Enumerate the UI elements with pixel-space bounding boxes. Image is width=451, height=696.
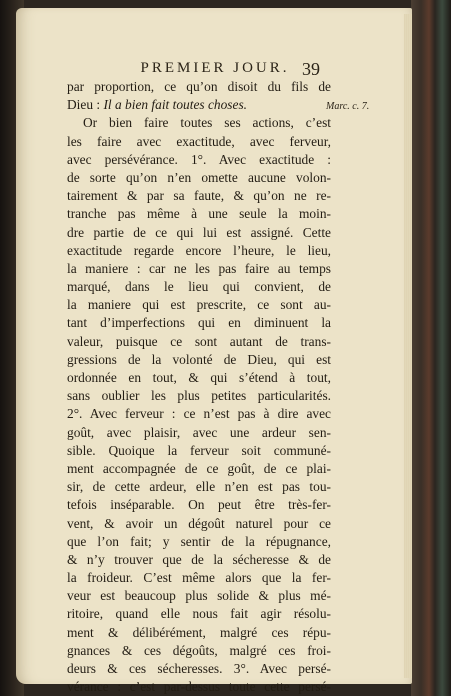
text-line-content: par proportion, ce qu’on disoit du fils de — [67, 79, 331, 94]
text-line-content: dre partie de ce qui lui est assigné. Cette — [67, 224, 331, 240]
text-line-content: veur est beaucoup plus solide & plus mé- — [67, 588, 331, 604]
text-line-content: gressions de la volonté de Dieu, qui est — [67, 351, 331, 367]
page-fore-edge — [404, 14, 412, 678]
text-line — [67, 151, 331, 169]
text-line-content: marqué, dans le lieu qui convient, de — [67, 279, 331, 295]
text-line — [67, 278, 331, 296]
text-line-content: que l’on fait; y sentir de la répugnance, — [67, 533, 331, 549]
text-line-content: tant d’imperfections qui en diminuent la — [67, 315, 331, 331]
text-line — [67, 333, 331, 351]
running-head: PREMIER JOUR. — [140, 60, 290, 76]
text-line-content: ordonnée en tout, & qui s’étend à tout, — [67, 370, 331, 385]
text-line — [67, 424, 331, 442]
text-line-content: avec persévérance. 1°. Avec exactitude : — [67, 151, 331, 167]
text-line — [67, 351, 331, 369]
text-line — [67, 515, 331, 533]
text-line — [67, 314, 331, 332]
text-line — [67, 169, 331, 187]
text-line — [67, 296, 331, 314]
text-line-content: 2°. Avec ferveur : ce n’est pas à dire avec — [67, 406, 331, 422]
text-line — [67, 605, 331, 623]
text-line-content: deurs & ces sécheresses. 3°. Avec persé- — [67, 661, 331, 676]
text-line — [67, 387, 331, 405]
text-line-content: de sorte qu’on n’en omette aucune volon- — [67, 169, 331, 185]
text-line-content: tefois inséparable. On peut être très-fer- — [67, 497, 331, 513]
text-line-content: sir, de cette ardeur, elle n’en est pas tou- — [67, 479, 331, 495]
text-line-content: Dieu : — [67, 97, 104, 113]
text-line-content: la maniere qui est prescrite, ce sont au- — [67, 297, 331, 313]
text-line — [67, 660, 331, 678]
text-line — [67, 96, 331, 114]
text-line — [67, 369, 331, 387]
text-line — [67, 587, 331, 605]
text-line-content: ment & délibérément, malgré ces répu- — [67, 624, 331, 640]
body-text — [67, 78, 331, 696]
text-line-content: Or bien faire toutes ses actions, c’est — [83, 115, 331, 131]
text-line — [67, 78, 331, 96]
text-line-content: vérance : c’est par-dessus toute cette persé- — [67, 679, 331, 695]
text-line — [67, 442, 331, 460]
text-line-content: les faire avec exactitude, avec ferveur, — [67, 133, 331, 149]
text-line-content: goût, avec plaisir, avec une ardeur sen- — [67, 424, 331, 440]
text-line-content: sans oublier les plus petites particularités. — [67, 388, 331, 404]
text-line-content: gnances & ces dégoûts, malgré ces froi- — [67, 642, 331, 658]
text-line — [67, 224, 331, 242]
text-line — [67, 642, 331, 660]
text-line — [67, 496, 331, 514]
text-line-content: tairement & par sa faute, & qu’on ne re- — [67, 188, 331, 204]
text-line — [67, 551, 331, 569]
text-line-content: ritoire, quand elle nous fait agir résolu- — [67, 606, 331, 622]
text-line — [67, 114, 331, 132]
text-line-content: valeur, puisque ce sont autant de trans- — [67, 333, 331, 349]
text-line — [67, 133, 331, 151]
text-line — [67, 569, 331, 587]
text-line — [67, 260, 331, 278]
text-line — [67, 405, 331, 423]
text-line-content: exactitude regarde encore l’heure, le lieu, — [67, 242, 331, 258]
text-line — [67, 533, 331, 551]
page-number: 39 — [302, 59, 320, 79]
text-line-content: tranche pas même à une seule la moin- — [67, 206, 331, 222]
text-line — [67, 624, 331, 642]
text-line — [67, 478, 331, 496]
text-line-content: vent, & avoir un dégoût naturel pour ce — [67, 515, 331, 531]
text-line — [67, 460, 331, 478]
text-line-content: ment accompagnée de ce goût, de ce plai- — [67, 460, 331, 476]
text-line-content: & n’y trouver que de la sécheresse & de — [67, 551, 331, 567]
text-line — [67, 205, 331, 223]
book-binding-right — [411, 0, 451, 696]
margin-note: Marc. c. 7. — [326, 101, 370, 112]
text-line — [67, 242, 331, 260]
text-line — [67, 678, 331, 696]
text-line-content: la froideur. C’est même alors que la fer- — [67, 570, 331, 586]
text-line-italic: Il a bien fait toutes choses. — [103, 97, 248, 113]
text-line-content: sible. Quoique la ferveur soit communé- — [67, 442, 331, 458]
text-line — [67, 187, 331, 205]
text-line-content: la maniere : car ne les pas faire au temps — [67, 260, 331, 276]
